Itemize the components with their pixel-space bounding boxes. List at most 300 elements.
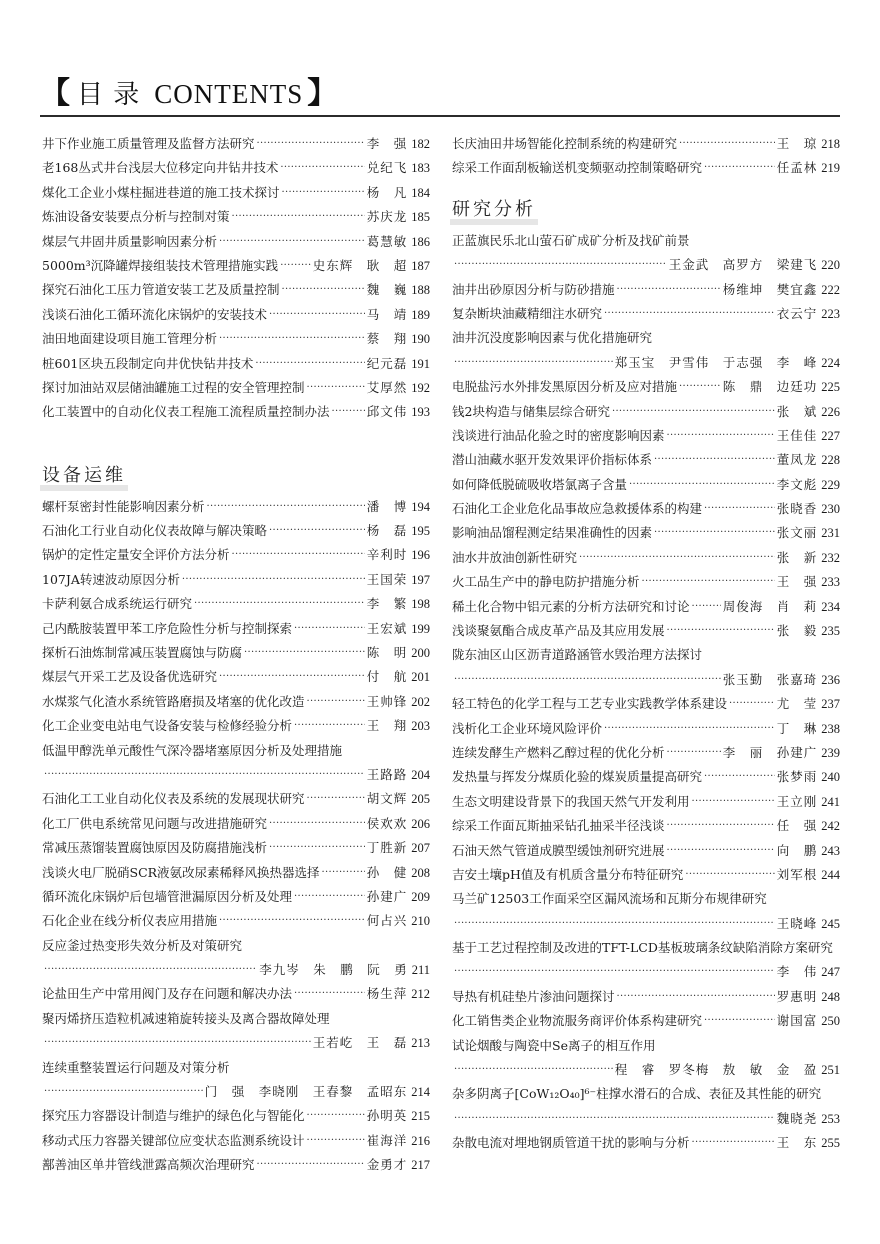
entry-page: 239 [821, 745, 840, 760]
entry-author: 王金武 高罗方 梁建飞 [668, 257, 818, 273]
entry-title: 综采工作面刮板输送机变频驱动控制策略研究 [452, 160, 703, 176]
entry-author: 孙明英 [366, 1108, 408, 1124]
entry-author: 杨 凡 [366, 184, 408, 200]
toc-entry[interactable] [452, 692, 840, 716]
entry-author: 兑纪飞 [366, 160, 408, 176]
entry-title: 化工厂供电系统常见问题与改进措施研究 [42, 815, 268, 831]
entry-page: 232 [821, 550, 840, 565]
entry-page: 228 [821, 453, 840, 468]
toc-entry[interactable] [452, 717, 840, 741]
entry-page: 187 [411, 258, 430, 273]
dot-leader [729, 692, 775, 716]
dot-leader [322, 861, 365, 885]
entry-author: 郑玉宝 尹雪伟 于志强 李 峰 [614, 354, 818, 370]
toc-entry[interactable] [42, 1129, 430, 1153]
entry-title: 石油化工工业自动化仪表及系统的发展现状研究 [42, 791, 305, 807]
entry-author: 王 强 [776, 574, 818, 590]
entry-title: 桩601区块五段制定向井优快钻井技术 [42, 355, 254, 371]
section-title: 研究分析 [452, 195, 536, 221]
entry-author: 杨 磊 [366, 523, 408, 539]
dot-leader [257, 1153, 365, 1177]
entry-title: 吉安土壤pH值及有机质含量分布特征研究 [452, 866, 684, 882]
entry-author: 孙 健 [366, 864, 408, 880]
toc-entry[interactable] [452, 546, 840, 570]
entry-title: 常减压蒸馏装置腐蚀原因及防腐措施浅析 [42, 840, 268, 856]
entry-author: 邱文伟 [366, 404, 408, 420]
entry-title: 煤层气开采工艺及设备优选研究 [42, 669, 218, 685]
entry-page: 247 [821, 965, 840, 980]
toc-entry[interactable] [42, 132, 430, 156]
entry-title: 煤层气井固井质量影响因素分析 [42, 233, 218, 249]
toc-entry[interactable] [42, 1104, 430, 1128]
dot-leader [692, 790, 775, 814]
entry-page: 238 [821, 721, 840, 736]
toc-entry[interactable] [452, 595, 840, 619]
toc-entry[interactable] [42, 836, 430, 860]
entry-page: 195 [411, 524, 430, 539]
entry-page: 244 [821, 867, 840, 882]
entry-author: 董凤龙 [776, 452, 818, 468]
entry-title: 复杂断块油藏精细注水研究 [452, 305, 603, 321]
entry-title: 正蓝旗民乐北山萤石矿成矿分析及找矿前景 [452, 232, 690, 248]
entry-title: 论盐田生产中常用阀门及存在问题和解决办法 [42, 986, 293, 1002]
entry-author: 李 丽 孙建广 [722, 744, 818, 760]
toc-entry[interactable] [452, 790, 840, 814]
entry-page: 209 [411, 889, 430, 904]
entry-title: 化工企业变电站电气设备安装与检修经验分析 [42, 718, 293, 734]
toc-entry-multiline[interactable] [452, 326, 840, 375]
entry-page: 199 [411, 621, 430, 636]
dot-leader [307, 1129, 365, 1153]
dot-leader [307, 690, 365, 714]
entry-title: 试论烟酸与陶瓷中Se离子的相互作用 [452, 1037, 656, 1053]
entry-page: 189 [411, 307, 430, 322]
dot-leader [454, 253, 667, 277]
dot-leader [219, 327, 365, 351]
toc-entry[interactable] [42, 714, 430, 738]
toc-entry-multiline[interactable] [42, 739, 430, 788]
entry-title: 综采工作面瓦斯抽采钻孔抽采半径浅谈 [452, 818, 665, 834]
toc-entry[interactable] [452, 961, 840, 985]
dot-leader [704, 497, 775, 521]
entry-page: 222 [821, 282, 840, 297]
entry-author: 孙建广 [366, 888, 408, 904]
toc-entry[interactable] [42, 641, 430, 665]
entry-author: 任孟林 [776, 160, 818, 176]
toc-entry[interactable] [42, 812, 430, 836]
toc-entry[interactable] [452, 1107, 840, 1131]
toc-entry[interactable] [452, 863, 840, 887]
entry-author: 丁胜新 [366, 840, 408, 856]
entry-author: 程 睿 罗冬梅 敖 敏 金 盈 [614, 1062, 818, 1078]
entry-page: 227 [821, 428, 840, 443]
toc-entry[interactable] [42, 885, 430, 909]
entry-page: 219 [821, 161, 840, 176]
entry-title: 探析石油炼制常减压装置腐蚀与防腐 [42, 645, 243, 661]
toc-entry[interactable] [42, 1080, 430, 1104]
entry-page: 241 [821, 794, 840, 809]
entry-author: 陈 鼎 边廷功 [722, 379, 818, 395]
toc-entry[interactable] [452, 400, 840, 424]
entry-author: 李文彪 [776, 476, 818, 492]
entry-title: 潜山油藏水驱开发效果评价指标体系 [452, 452, 653, 468]
entry-page: 196 [411, 548, 430, 563]
dot-leader [294, 885, 365, 909]
entry-title: 火工品生产中的静电防护措施分析 [452, 574, 640, 590]
entry-page: 240 [821, 770, 840, 785]
entry-author: 苏庆龙 [366, 209, 408, 225]
entry-title: 连续重整装置运行问题及对策分析 [42, 1059, 230, 1075]
entry-author: 金勇才 [366, 1157, 408, 1173]
toc-entry[interactable] [452, 1058, 840, 1082]
entry-page: 192 [411, 380, 430, 395]
toc-entry[interactable] [452, 351, 840, 375]
entry-page: 182 [411, 136, 430, 151]
entry-author: 王国荣 [366, 571, 408, 587]
entry-author: 罗惠明 [776, 988, 818, 1004]
toc-entry[interactable] [452, 521, 840, 545]
entry-author: 葛慧敏 [366, 233, 408, 249]
toc-entry[interactable] [452, 619, 840, 643]
entry-author: 杨生萍 [366, 986, 408, 1002]
toc-entry[interactable] [42, 156, 430, 180]
entry-page: 233 [821, 575, 840, 590]
dot-leader [704, 765, 775, 789]
entry-title: 老168丛式井台浅层大位移定向井钻井技术 [42, 160, 279, 176]
entry-page: 197 [411, 572, 430, 587]
entry-page: 220 [821, 258, 840, 273]
dot-leader [269, 519, 365, 543]
dot-leader [617, 985, 775, 1009]
toc-entry-multiline[interactable] [452, 229, 840, 278]
entry-title: 石油化工行业自动化仪表故障与解决策略 [42, 523, 268, 539]
toc-entry[interactable] [42, 690, 430, 714]
entry-author: 王晓峰 [776, 915, 818, 931]
toc-entry[interactable] [452, 741, 840, 765]
toc-entry[interactable] [42, 254, 430, 278]
dot-leader [604, 717, 775, 741]
entry-author: 潘 博 [366, 498, 408, 514]
entry-title: 影响油品馏程测定结果准确性的因素 [452, 525, 653, 541]
toc-entry[interactable] [42, 205, 430, 229]
entry-author: 杨维坤 樊宜鑫 [722, 281, 818, 297]
entry-author: 艾厚然 [366, 379, 408, 395]
entry-title: 5000m³沉降罐焊接组装技术管理措施实践 [42, 257, 279, 273]
dot-leader [685, 863, 774, 887]
entry-page: 253 [821, 1111, 840, 1126]
entry-author: 丁 琳 [776, 720, 818, 736]
entry-page: 245 [821, 916, 840, 931]
toc-entry[interactable] [452, 253, 840, 277]
dot-leader [219, 909, 365, 933]
toc-entry[interactable] [42, 787, 430, 811]
entry-author: 纪元磊 [366, 355, 408, 371]
entry-author: 陈 明 [366, 645, 408, 661]
entry-title: 107JA转速波动原因分析 [42, 571, 180, 587]
header-divider [40, 115, 840, 117]
toc-entry[interactable] [452, 424, 840, 448]
dot-leader [244, 641, 365, 665]
entry-author: 王宏斌 [366, 620, 408, 636]
entry-title: 石油化工企业危化品事故应急救援体系的构建 [452, 501, 703, 517]
entry-author: 张 斌 [776, 403, 818, 419]
entry-author: 刘军根 [776, 866, 818, 882]
entry-page: 230 [821, 502, 840, 517]
left-bottom-entries [42, 495, 430, 1178]
dot-leader [294, 983, 365, 1007]
entry-title: 循环流化床锅炉后包墙管泄漏原因分析及处理 [42, 888, 293, 904]
entry-title: 电脱盐污水外排发黑原因分析及应对措施 [452, 379, 678, 395]
toc-entry[interactable] [452, 1009, 840, 1033]
toc-entry[interactable] [42, 303, 430, 327]
toc-entry[interactable] [452, 814, 840, 838]
entry-title: 如何降低脱硫吸收塔氯离子含量 [452, 476, 628, 492]
toc-entry[interactable] [452, 302, 840, 326]
dot-leader [282, 278, 365, 302]
entry-page: 207 [411, 841, 430, 856]
entry-author: 李 繁 [366, 596, 408, 612]
spacer [42, 425, 430, 447]
toc-entry[interactable] [42, 909, 430, 933]
entry-title: 炼油设备安装要点分析与控制对策 [42, 209, 230, 225]
entry-author: 蔡 翔 [366, 331, 408, 347]
toc-entry[interactable] [452, 132, 840, 156]
entry-author: 王 翔 [366, 718, 408, 734]
entry-title: 锅炉的定性定量安全评价方法分析 [42, 547, 230, 563]
entry-title: 油水井放油创新性研究 [452, 549, 578, 565]
entry-title: 杂散电流对埋地钢质管道干扰的影响与分析 [452, 1135, 690, 1151]
entry-title: 探究石油化工压力管道安装工艺及质量控制 [42, 282, 280, 298]
toc-entry[interactable] [42, 665, 430, 689]
toc-entry[interactable] [42, 1153, 430, 1177]
toc-entry-multiline[interactable] [452, 643, 840, 692]
entry-author: 胡文辉 [366, 791, 408, 807]
entry-title: 卡萨利氨合成系统运行研究 [42, 596, 193, 612]
toc-entry[interactable] [452, 839, 840, 863]
toc-entry[interactable] [42, 958, 430, 982]
dot-leader [207, 495, 365, 519]
entry-page: 236 [821, 672, 840, 687]
dot-leader [642, 570, 775, 594]
dot-leader [255, 352, 364, 376]
entry-title: 移动式压力容器关键部位应变状态监测系统设计 [42, 1132, 305, 1148]
entry-author: 魏 巍 [366, 282, 408, 298]
toc-entry-multiline[interactable] [452, 887, 840, 936]
dot-leader [232, 205, 365, 229]
dot-leader [629, 473, 775, 497]
dot-leader [454, 1058, 613, 1082]
entry-page: 217 [411, 1158, 430, 1173]
entry-author: 向 鹏 [776, 842, 818, 858]
entry-title: 探讨加油站双层储油罐施工过程的安全管理控制 [42, 379, 305, 395]
dot-leader [332, 400, 365, 424]
toc-entry[interactable] [42, 1031, 430, 1055]
toc-entry[interactable] [452, 473, 840, 497]
toc-entry[interactable] [42, 519, 430, 543]
toc-entry-multiline[interactable] [452, 1034, 840, 1083]
entry-title: 连续发酵生产燃料乙醇过程的优化分析 [452, 744, 665, 760]
entry-author: 辛利时 [366, 547, 408, 563]
entry-page: 225 [821, 380, 840, 395]
entry-author: 张晓香 [776, 501, 818, 517]
entry-author: 张 新 [776, 549, 818, 565]
entry-title: 油田地面建设项目施工管理分析 [42, 331, 218, 347]
dot-leader [307, 1104, 365, 1128]
dot-leader [269, 303, 365, 327]
toc-entry[interactable] [452, 765, 840, 789]
entry-title: 井下作业施工质量管理及监督方法研究 [42, 135, 255, 151]
toc-entry[interactable] [42, 352, 430, 376]
entry-author: 王 东 [776, 1135, 818, 1151]
toc-entry[interactable] [452, 278, 840, 302]
toc-entry-multiline[interactable] [452, 936, 840, 985]
entry-page: 188 [411, 283, 430, 298]
entry-title: 浅谈石油化工循环流化床锅炉的安装技术 [42, 306, 268, 322]
dot-leader [654, 521, 775, 545]
dot-leader [679, 375, 721, 399]
section-heading-research [452, 181, 840, 229]
header-title-en: CONTENTS [154, 79, 304, 109]
entry-page: 201 [411, 670, 430, 685]
dot-leader [617, 278, 721, 302]
entry-author: 李九岑 朱 鹏 阮 勇 [259, 962, 408, 978]
entry-title: 稀土化合物中铝元素的分析方法研究和讨论 [452, 598, 690, 614]
entry-title: 马兰矿12503工作面采空区漏风流场和瓦斯分布规律研究 [452, 891, 767, 907]
entry-page: 226 [821, 404, 840, 419]
entry-author: 魏晓尧 [776, 1110, 818, 1126]
entry-page: 186 [411, 234, 430, 249]
entry-page: 206 [411, 816, 430, 831]
entry-author: 任 强 [776, 818, 818, 834]
dot-leader [269, 812, 365, 836]
dot-leader [654, 448, 775, 472]
section-title: 设备运维 [42, 461, 126, 487]
toc-entry[interactable] [42, 592, 430, 616]
page-header [40, 68, 338, 112]
entry-page: 211 [411, 963, 430, 978]
right-column [452, 132, 840, 1156]
toc-entry[interactable] [42, 495, 430, 519]
dot-leader [704, 1009, 775, 1033]
entry-page: 194 [411, 499, 430, 514]
dot-leader [454, 668, 721, 692]
entry-title: 浅谈进行油品化验之时的密度影响因素 [452, 427, 665, 443]
dot-leader [454, 961, 775, 985]
toc-entry[interactable] [42, 400, 430, 424]
toc-entry[interactable] [452, 497, 840, 521]
toc-entry[interactable] [42, 763, 430, 787]
entry-page: 248 [821, 989, 840, 1004]
entry-title: 探究压力容器设计制造与维护的绿色化与智能化 [42, 1108, 305, 1124]
dot-leader [454, 1107, 775, 1131]
entry-page: 250 [821, 1014, 840, 1029]
toc-entry[interactable] [452, 375, 840, 399]
entry-page: 190 [411, 332, 430, 347]
entry-author: 张文丽 [776, 525, 818, 541]
toc-entry[interactable] [452, 1131, 840, 1155]
entry-page: 224 [821, 355, 840, 370]
entry-title: 陇东油区山区沥青道路涵管水毁治理方法探讨 [452, 647, 703, 663]
toc-entry[interactable] [452, 156, 840, 180]
entry-page: 213 [411, 1036, 430, 1051]
entry-author: 衣云宁 [776, 305, 818, 321]
toc-entry[interactable] [42, 327, 430, 351]
section-heading-equipment [42, 447, 430, 495]
entry-title: 生态文明建设背景下的我国天然气开发利用 [452, 793, 690, 809]
entry-title: 浅析化工企业环境风险评价 [452, 720, 603, 736]
right-top-entries [452, 132, 840, 181]
bracket-close: 】 [307, 76, 339, 111]
dot-leader [282, 181, 365, 205]
entry-page: 234 [821, 599, 840, 614]
entry-title: 石化企业在线分析仪表应用措施 [42, 913, 218, 929]
dot-leader [454, 912, 775, 936]
dot-leader [257, 132, 365, 156]
dot-leader [704, 156, 775, 180]
entry-title: 化工装置中的自动化仪表工程施工流程质量控制办法 [42, 404, 330, 420]
left-column [42, 132, 430, 1178]
toc-entry[interactable] [452, 985, 840, 1009]
toc-entry-multiline[interactable] [42, 1056, 430, 1105]
toc-entry-multiline[interactable] [42, 1007, 430, 1056]
toc-entry[interactable] [42, 543, 430, 567]
toc-entry[interactable] [42, 861, 430, 885]
toc-entry[interactable] [42, 617, 430, 641]
dot-leader [667, 741, 721, 765]
dot-leader [44, 1080, 203, 1104]
entry-title: 轻工特色的化学工程与工艺专业实践教学体系建设 [452, 696, 728, 712]
entry-page: 243 [821, 843, 840, 858]
dot-leader [219, 230, 365, 254]
entry-page: 251 [821, 1063, 840, 1078]
toc-entry[interactable] [452, 912, 840, 936]
entry-page: 235 [821, 624, 840, 639]
dot-leader [44, 1031, 311, 1055]
entry-page: 185 [411, 210, 430, 225]
entry-title: 鄯善油区单井管线泄露高频次治理研究 [42, 1157, 255, 1173]
dot-leader [579, 546, 775, 570]
entry-page: 205 [411, 792, 430, 807]
dot-leader [280, 254, 311, 278]
dot-leader [294, 714, 365, 738]
entry-page: 198 [411, 597, 430, 612]
entry-title: 化工销售类企业物流服务商评价体系构建研究 [452, 1013, 703, 1029]
toc-entry[interactable] [452, 448, 840, 472]
dot-leader [232, 543, 365, 567]
entry-author: 王立刚 [776, 793, 818, 809]
dot-leader [44, 958, 257, 982]
toc-entry[interactable] [452, 570, 840, 594]
dot-leader [182, 568, 365, 592]
toc-entry[interactable] [452, 668, 840, 692]
dot-leader [269, 836, 365, 860]
toc-entry[interactable] [42, 568, 430, 592]
toc-entry[interactable] [42, 376, 430, 400]
dot-leader [667, 814, 775, 838]
entry-page: 216 [411, 1133, 430, 1148]
toc-entry-multiline[interactable] [452, 1082, 840, 1131]
entry-page: 191 [411, 356, 430, 371]
entry-page: 210 [411, 914, 430, 929]
entry-page: 184 [411, 185, 430, 200]
toc-entry[interactable] [42, 230, 430, 254]
toc-entry-multiline[interactable] [42, 934, 430, 983]
entry-title: 浅谈聚氨酯合成皮革产品及其应用发展 [452, 623, 665, 639]
dot-leader [612, 400, 775, 424]
toc-entry[interactable] [42, 181, 430, 205]
toc-entry[interactable] [42, 983, 430, 1007]
toc-entry[interactable] [42, 278, 430, 302]
